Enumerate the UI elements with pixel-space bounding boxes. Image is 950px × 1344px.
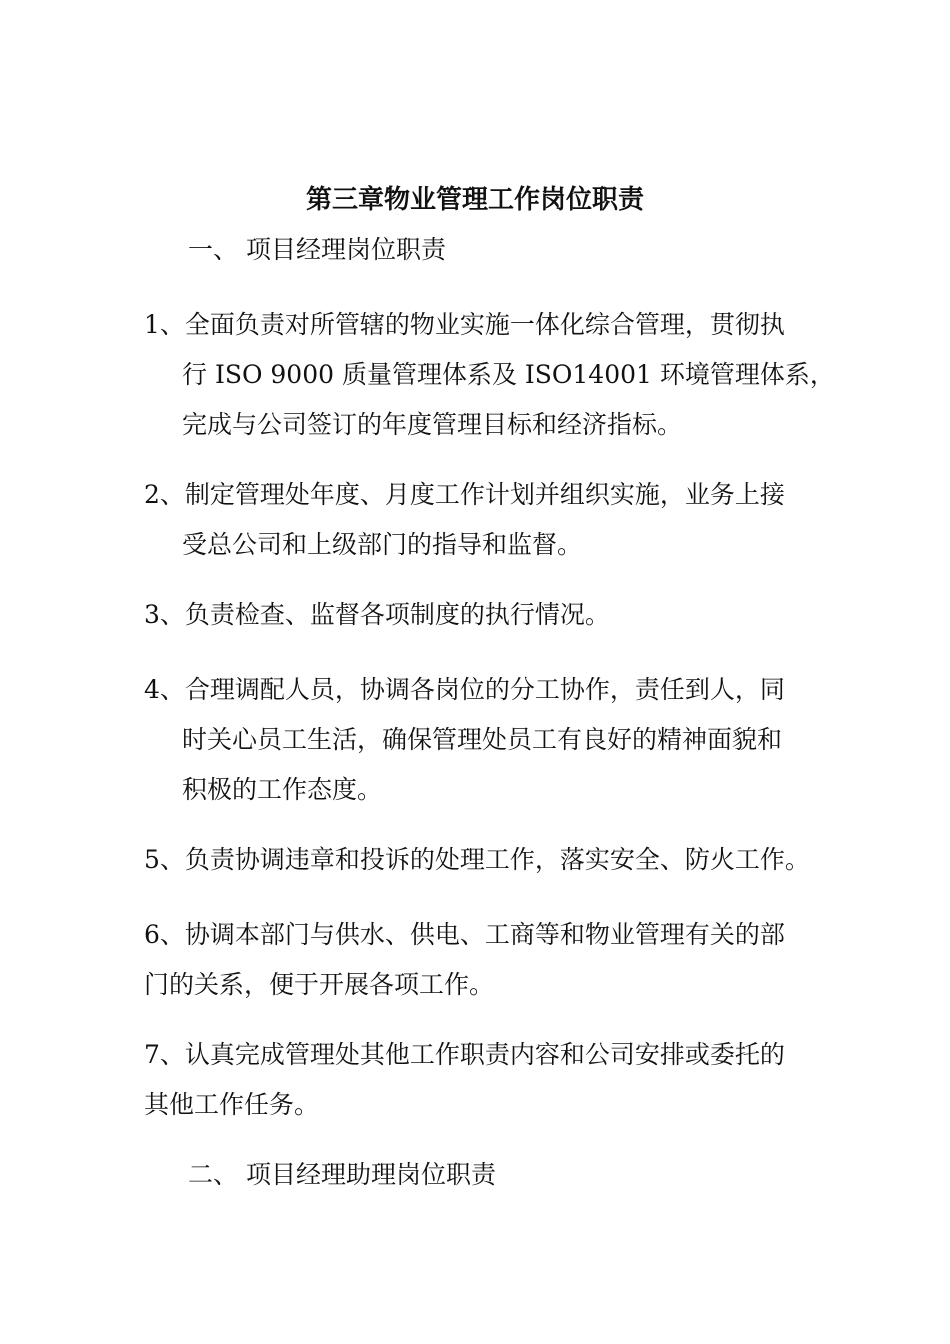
section-heading-assistant-manager: 二、 项目经理助理岗位职责: [188, 1160, 496, 1189]
duty-line: 门的关系，便于开展各项工作。: [144, 970, 495, 999]
duty-line: 积极的工作态度。: [182, 775, 383, 804]
duty-line: 3、负责检查、监督各项制度的执行情况。: [144, 600, 610, 629]
duty-line: 受总公司和上级部门的指导和监督。: [182, 530, 583, 559]
duty-line: 其他工作任务。: [144, 1090, 320, 1119]
duty-item-1: [144, 300, 835, 450]
duty-line: 6、协调本部门与供水、供电、工商等和物业管理有关的部: [144, 920, 785, 949]
duty-item-6: [144, 910, 824, 1010]
duty-line: 行 ISO 9000 质量管理体系及 ISO14001 环境管理体系，: [182, 360, 835, 389]
duty-item-3: [144, 590, 824, 640]
section-heading-project-manager: 一、 项目经理岗位职责: [188, 235, 446, 264]
duty-line: 5、负责协调违章和投诉的处理工作，落实安全、防火工作。: [144, 845, 810, 874]
duty-item-5: [144, 835, 824, 885]
duty-item-2: [144, 470, 824, 570]
duty-item-7: [144, 1030, 824, 1130]
chapter-title: 第三章物业管理工作岗位职责: [305, 185, 644, 215]
duty-line: 完成与公司签订的年度管理目标和经济指标。: [182, 410, 683, 439]
duty-line: 2、制定管理处年度、月度工作计划并组织实施，业务上接: [144, 480, 785, 509]
duty-item-4: [144, 665, 824, 815]
duty-line: 7、认真完成管理处其他工作职责内容和公司安排或委托的: [144, 1040, 785, 1069]
duty-line: 1、全面负责对所管辖的物业实施一体化综合管理，贯彻执: [144, 310, 785, 339]
duty-line: 时关心员工生活，确保管理处员工有良好的精神面貌和: [182, 725, 783, 754]
duty-line: 4、合理调配人员，协调各岗位的分工协作，责任到人，同: [144, 675, 785, 704]
